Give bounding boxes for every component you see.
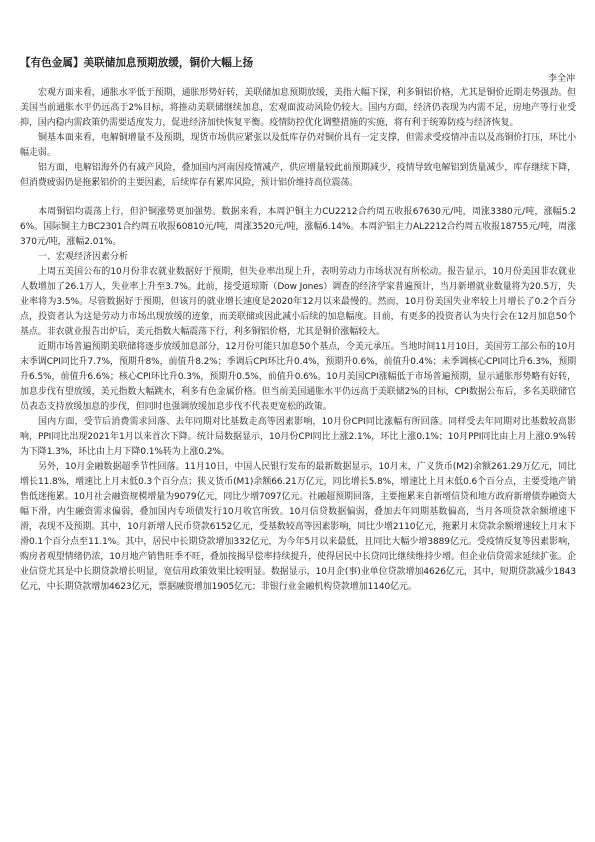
section-heading-macro: 一、宏观经济因素分析 xyxy=(38,252,129,262)
paragraph-china-cpi-ppi: 国内方面，受节后消费需求回落、去年同期对比基数走高等因素影响，10月份CPI同比涨幅有所回落。同样受去年同期对比基数较高影响，PPI同比出现2021年1月以来首次下降。统计局数据显示，10月份CPI同比上涨2.1%，环比上涨0.1%；10月PPI同比由上月上涨0.9%转为下降1.3%，环比由上月下降0.1%转为上涨0.2%。 xyxy=(20,417,576,457)
paragraph-copper-fundamentals: 铜基本面来看，电解铜增量不及预期，现货市场供应紧张以及低库存仍对铜价具有一定支撑，但需求受疫情冲击以及高铜价打压，环比小幅走弱。 xyxy=(20,133,576,158)
paragraph-financial-data: 另外，10月金融数据超季节性回落。11月10日，中国人民银行发布的最新数据显示，10月末，广义货币(M2)余额261.29万亿元，同比增长11.8%，增速比上月末低0.3个百分点；狭义货币(M1)余额66.21万亿元，同比增长5.8%，增速比上月末低0.6个百分点，主要受地产销售低迷拖累。10月社会融资规模增量为9079亿元，同比少增7097亿元。社融超预期回落，主要拖累来自新增信贷和地方政府新增债券融资大幅下滑，内生融资需求偏弱，叠加国内专项债发行10月收官所致。10月信贷数据偏弱，叠加去年同期基数偏高，当月各项贷款余额增速下滑，表现不及预期。其中，10月新增人民币贷款6152亿元，受基数较高等因素影响，同比少增2110亿元，拖累月末贷款余额增速较上月末下滑0.1个百分点至11.1%。其中，居民中长期贷款增加332亿元，为今年5月以来最低，且同比大幅少增3889亿元。受疫情反复等因素影响，购房者观望情绪仍浓，10月地产销售旺季不旺，叠加按揭早偿率持续提升，使得居民中长贷同比继续维持少增。但企业信贷需求延续扩张。企业信贷尤其是中长期贷款增长明显，宽信用政策效果比较明显。数据显示，10月企(事)业单位贷款增加4626亿元，其中，短期贷款减少1843亿元，中长期贷款增加4623亿元，票据融资增加1905亿元；非银行业金融机构贷款增加1140亿元。 xyxy=(20,462,576,592)
article-author: 李全冲 xyxy=(547,74,575,84)
paragraph-nonfarm-payrolls: 上周五美国公布的10月份非农就业数据好于预期，但失业率出现上升，表明劳动力市场状况有所松动。报告显示，10月份美国非农就业人数增加了26.1万人，失业率上升至3.7%。此前，接受道琼斯（Dow Jones）调查的经济学家普遍预计，当月新增就业数量将为20.5万，失业率将为3.5%。尽管数据好于预期，但该月的就业增长速度是2020年12月以来最慢的。然而，10月份美国失业率较上月增长了0.2个百分点，投资者认为这是劳动力市场出现放缓的迹象，而美联储或因此减小后续的加息幅度。目前，有更多的投资者认为央行会在12月加息50个基点。非农就业报告出炉后，美元指数大幅震荡下行，利多铜铝价格，尤其是铜价涨幅较大。 xyxy=(20,267,576,337)
paragraph-weekly-prices: 本周铜铝均震荡上行，但沪铜涨势更加强势。数据来看，本周沪铜主力CU2212合约周五收报67630元/吨，周涨3380元/吨，涨幅5.26%。国际铜主力BC2301合约周五收报60810元/吨，周涨3520元/吨，涨幅6.14%。本周沪铝主力AL2212合约周五收报18755元/吨，周涨370元/吨，涨幅2.01%。 xyxy=(20,207,576,247)
paragraph-gap xyxy=(20,191,576,205)
paragraph-aluminum: 铝方面，电解铝海外仍有减产风险，叠加国内河南因疫情减产，供应增量较此前预期减少，疫情导致电解铝到货量减少，库存继续下降，但消费疲弱仍是拖累铝价的主要因素，后续库存有累库风险，预计铝价维持高位震荡。 xyxy=(20,163,576,188)
article-title: 【有色金属】美联储加息预期放缓，铜价大幅上扬 xyxy=(20,57,254,69)
paragraph-macro-summary: 宏观方面来看，通胀水平低于预期，通胀形势好转，美联储加息预期放缓，美指大幅下探，利多铜铝价格，尤其是铜价近期走势强劲。但美国当前通胀水平仍远高于2%目标，将推动美联储继续加息，宏观面波动风险仍较大。国内方面，经济仍表现为内需不足，房地产等行业受抑，国内稳内需政策仍需要适度发力，促进经济加快恢复平衡。疫情防控优化调整措施的实施，将有利于统筹防疫与经济恢复。 xyxy=(20,88,576,128)
paragraph-us-cpi: 近期市场普遍预期美联储将逐步放缓加息部分，12月份可能只加息50个基点，令美元承压。当地时间11月10日，美国劳工部公布的10月末季调CPI同比升7.7%，预期升8%，前值升8.2%；季调后CPI环比升0.4%，预期升0.6%，前值升0.4%；未季调核心CPI同比升6.3%，预期升6.5%，前值升6.6%；核心CPI环比升0.3%，预期升0.5%，前值升0.6%。10月美国CPI涨幅低于市场普遍预期，显示通胀形势略有好转，加息步伐有望放缓，美元指数大幅跳水，利多有色金属价格。但当前美国通胀水平仍远高于美联储2%的目标，CPI数据公布后，多名美联储官员表态支持放缓加息的步伐，但同时也强调放缓加息步伐不代表更宽松的政策。 xyxy=(20,342,576,412)
article-body xyxy=(20,86,576,595)
